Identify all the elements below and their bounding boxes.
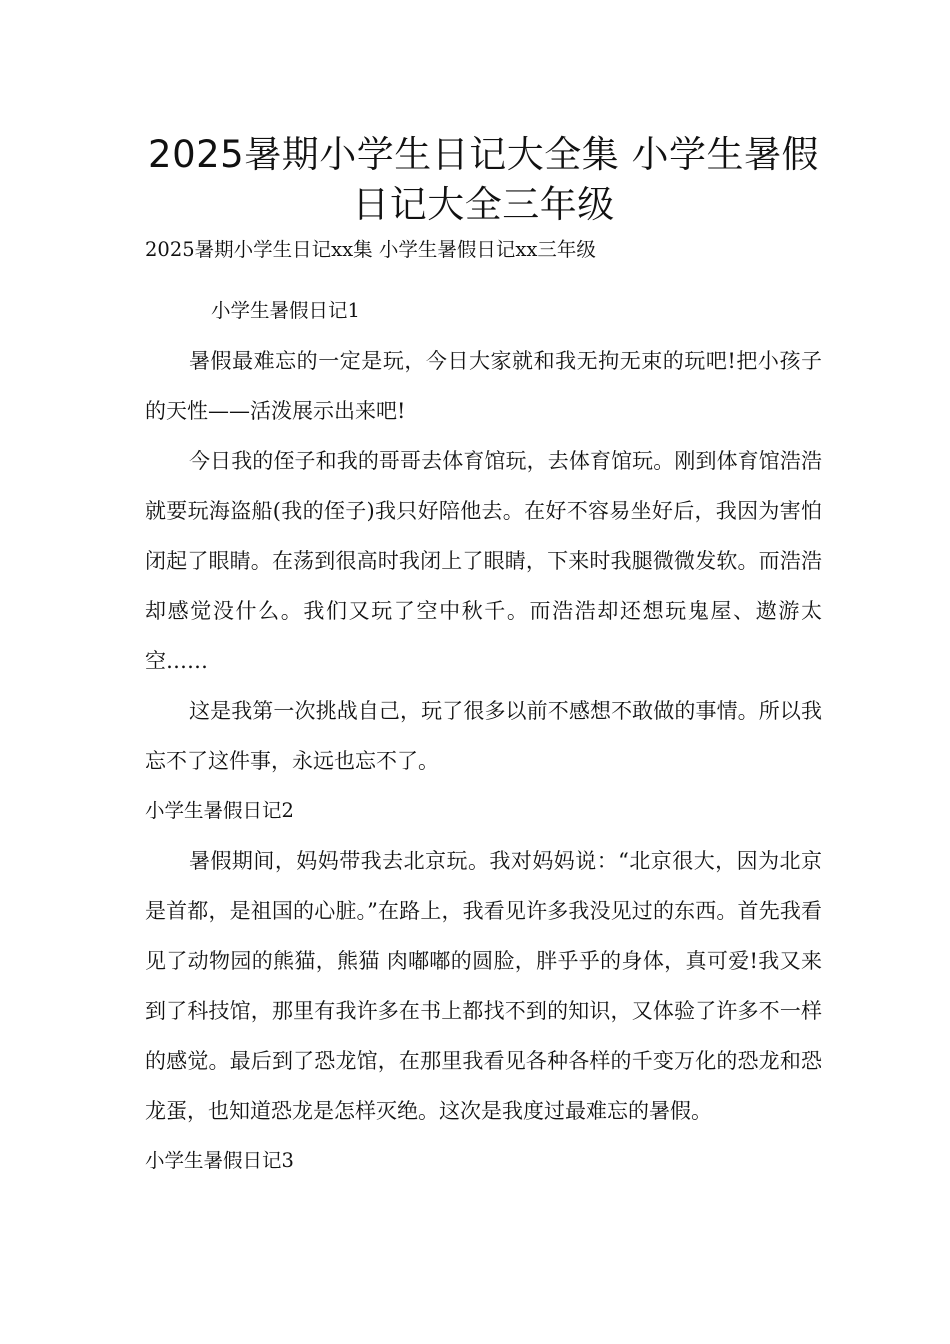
document-title: 2025暑期小学生日记大全集 小学生暑假日记大全三年级	[148, 133, 819, 226]
diary-3-heading: 小学生暑假日记3	[145, 1149, 294, 1172]
diary-2-heading: 小学生暑假日记2	[145, 799, 294, 822]
diary-2-paragraph-1: 暑假期间，妈妈带我去北京玩。我对妈妈说：“北京很大，因为北京是首都，是祖国的心脏。”在路上，我看见许多我没见过的东西。首先我看见了动物园的熊猫，熊猫 肉嘟嘟的圆脸，胖乎乎的身体，真可爱!我又来到了科技馆，那里有我许多在书上都找不到的知识，又体验了许多不一样的感觉。最后到了恐龙馆，在那里我看见各种各样的千变万化的恐龙和恐龙蛋，也知道恐龙是怎样灭绝。这次是我度过最难忘的暑假。	[145, 849, 822, 1123]
diary-1-paragraph-2: 今日我的侄子和我的哥哥去体育馆玩，去体育馆玩。刚到体育馆浩浩就要玩海盗船(我的侄子)我只好陪他去。在好不容易坐好后，我因为害怕闭起了眼睛。在荡到很高时我闭上了眼睛，下来时我腿微微发软。而浩浩却感觉没什么。我们又玩了空中秋千。而浩浩却还想玩鬼屋、遨游太空……	[145, 449, 822, 673]
document-subtitle: 2025暑期小学生日记xx集 小学生暑假日记xx三年级	[145, 238, 596, 261]
diary-1-paragraph-3: 这是我第一次挑战自己，玩了很多以前不感想不敢做的事情。所以我忘不了这件事，永远也忘不了。	[145, 699, 822, 773]
diary-1-paragraph-1: 暑假最难忘的一定是玩，今日大家就和我无拘无束的玩吧!把小孩子的天性——活泼展示出来吧!	[145, 349, 822, 423]
diary-1-heading: 小学生暑假日记1	[211, 299, 360, 322]
